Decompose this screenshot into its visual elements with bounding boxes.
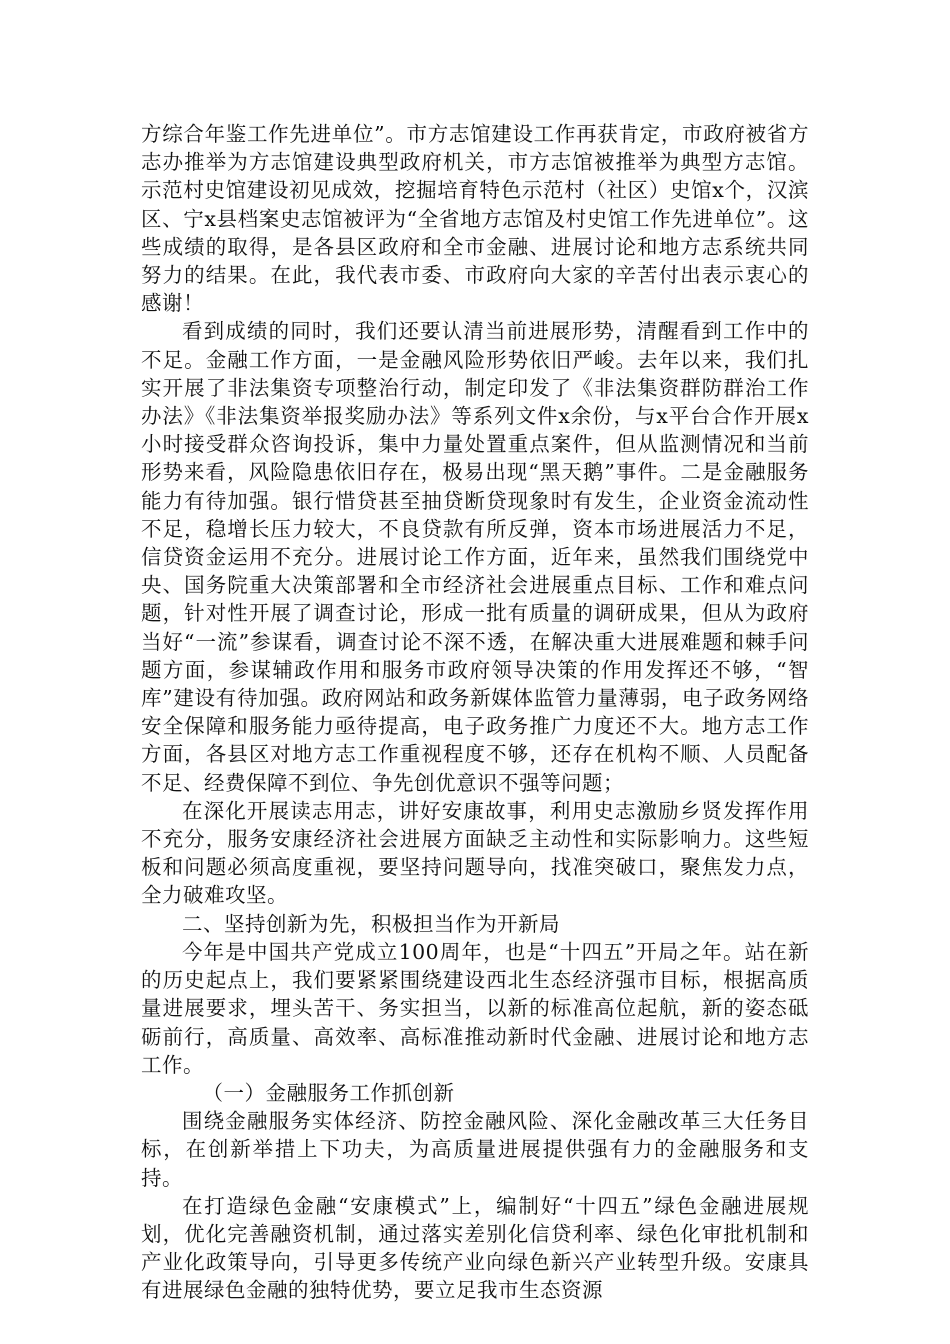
paragraph-centenary: 今年是中国共产党成立100周年，也是“十四五”开局之年。站在新的历史起点上，我们要紧紧围绕建设西北生态经济强市目标，根据高质量进展要求，埋头苦干、务实担当，以新的标准高位起航，新的姿态砥砺前行，高质量、高效率、高标准推动新时代金融、进展讨论和地方志工作。 — [141, 939, 809, 1077]
paragraph-green-finance: 在打造绿色金融“安康模式”上，编制好“十四五”绿色金融进展规划，优化完善融资机制，通过落实差别化信贷利率、绿色化审批机制和产业化政策导向，引导更多传统产业向绿色新兴产业转型升级。安康具有进展绿色金融的独特优势，要立足我市生态资源 — [141, 1193, 809, 1303]
paragraph-financial-tasks: 围绕金融服务实体经济、防控金融风险、深化金融改革三大任务目标，在创新举措上下功夫，为高质量进展提供强有力的金融服务和支持。 — [141, 1109, 809, 1190]
paragraph-shortcomings: 看到成绩的同时，我们还要认清当前进展形势，清醒看到工作中的不足。金融工作方面，一是金融风险形势依旧严峻。去年以来，我们扎实开展了非法集资专项整治行动，制定印发了《非法集资群防群治工作办法》《非法集资举报奖励办法》等系列文件x余份，与x平台合作开展x小时接受群众咨询投诉，集中力量处置重点案件，但从监测情况和当前形势来看，风险隐患依旧存在，极易出现“黑天鹅”事件。二是金融服务能力有待加强。银行惜贷甚至抽贷断贷现象时有发生，企业资金流动性不足，稳增长压力较大，不良贷款有所反弹，资本市场进展活力不足，信贷资金运用不充分。进展讨论工作方面，近年来，虽然我们围绕党中央、国务院重大决策部署和全市经济社会进展重点目标、工作和难点问题，针对性开展了调查讨论，形成一批有质量的调研成果，但从为政府当好“一流”参谋看，调查讨论不深不透，在解决重大进展难题和棘手问题方面，参谋辅政作用和服务市政府领导决策的作用发挥还不够，“智库”建设有待加强。政府网站和政务新媒体监管力量薄弱，电子政务网络安全保障和服务能力亟待提高，电子政务推广力度还不大。地方志工作方面，各县区对地方志工作重视程度不够，还存在机构不顺、人员配备不足、经费保障不到位、争先创优意识不强等问题； — [141, 319, 809, 795]
section-heading-innovation: 二、坚持创新为先，积极担当作为开新局 — [182, 911, 560, 936]
paragraph-achievements: 方综合年鉴工作先进单位”。市方志馆建设工作再获肯定，市政府被省方志办推举为方志馆建设典型政府机关，市方志馆被推举为典型方志馆。示范村史馆建设初见成效，挖掘培育特色示范村（社区）史馆x个，汉滨区、宁x县档案史志馆被评为“全省地方志馆及村史馆工作先进单位”。这些成绩的取得，是各县区政府和全市金融、进展讨论和地方志系统共同努力的结果。在此，我代表市委、市政府向大家的辛苦付出表示衷心的感谢！ — [141, 122, 809, 316]
paragraph-weak-points: 在深化开展读志用志，讲好安康故事，利用史志激励乡贤发挥作用不充分，服务安康经济社会进展方面缺乏主动性和实际影响力。这些短板和问题必须高度重视，要坚持问题导向，找准突破口，聚焦发力点，全力破难攻坚。 — [141, 798, 809, 908]
document-page — [141, 120, 809, 1305]
subsection-heading-financial-services: （一）金融服务工作抓创新 — [202, 1080, 455, 1105]
